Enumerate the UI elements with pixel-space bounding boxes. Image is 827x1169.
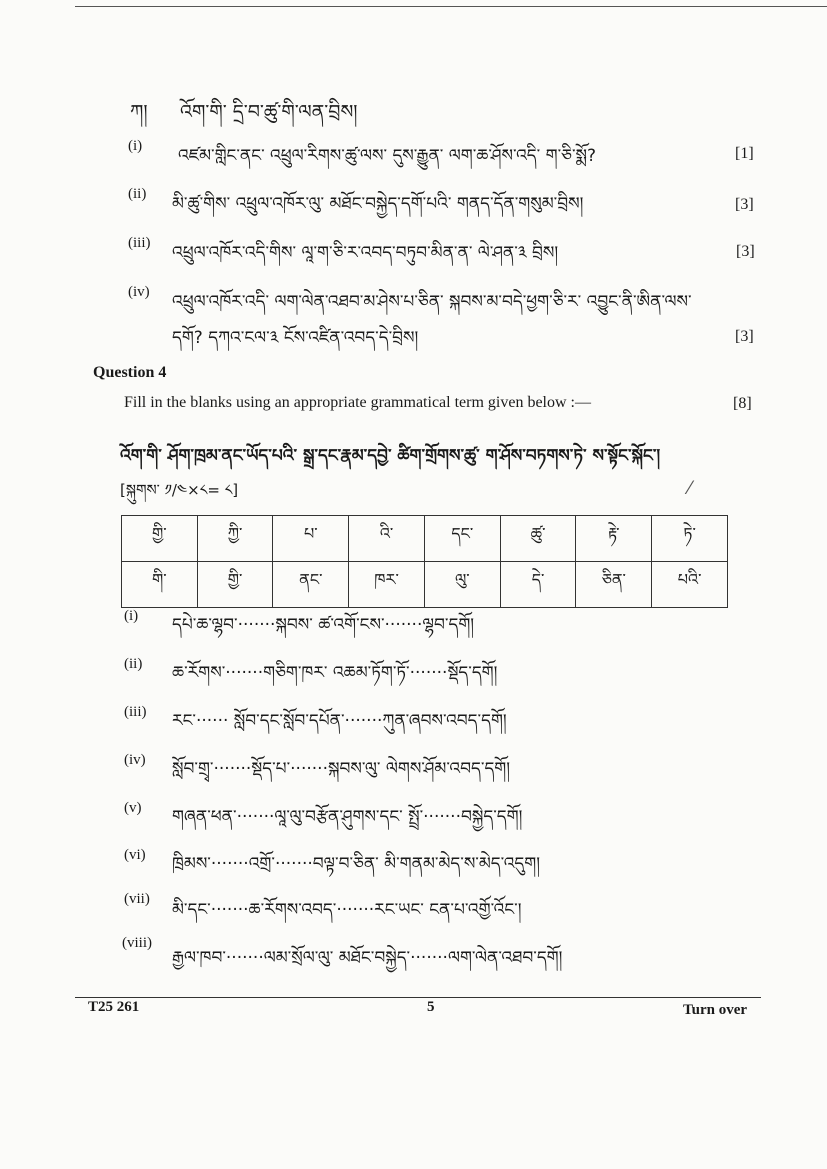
question-4-tibetan-instruction: འོག་གི་ ཤོག་ཁྲམ་ནང་ཡོད་པའི་ སྒྲ་དང་རྣམ་དབྱེ་ ཚིག་གྲོགས་ཚུ་ ག་ཤོས་བཏགས་ཏེ་ ས་སྟོང་སྐོང་། [120,446,661,466]
top-border [75,6,827,7]
item-text: ཆ་རོགས་·······གཅིག་ཁར་ འཆམ་ཏོག་ཏོ་·······སྡོད་དགོ། [172,663,498,683]
footer-code: T25 261 [88,999,140,1015]
table-cell: ཁར་ [349,562,425,608]
table-cell: གི་ [122,562,198,608]
question-mark: [3] [735,328,754,345]
item-number: (ii) [124,656,143,672]
table-cell: དང་ [424,516,500,562]
table-cell: ཚུ་ [500,516,576,562]
question-number: (ii) [128,186,147,202]
item-text: མི་དང་·······ཆ་རོགས་འབད་·······རང་ཡང་ ངན་པ་འགྱོ་འོང་། [172,900,522,920]
item-text: ཁྲིམས་·······འགྲོ་·······བལྟ་བ་ཅིན་ མི་གནམ་མེད་ས་མེད་འདུག། [172,854,540,874]
table-cell: པ་ [273,516,349,562]
item-number: (v) [124,800,142,816]
table-cell: ཀྱི་ [197,516,273,562]
item-text: གཞན་ཕན་·······ལཱ་ལུ་བརྩོན་ཤུགས་དང་ སྤྲོ་·······བསྐྱེད་དགོ། [172,807,523,827]
question-text: འཛམ་གླིང་ནང་ འཕྲུལ་རིགས་ཚུ་ལས་ དུས་རྒྱུན་ ལག་ཆ་ཤོས་འདི་ ག་ཅི་སྨོ? [178,146,597,166]
question-text: འཕྲུལ་འཁོར་འདི་ ལག་ལེན་འཐབ་མ་ཤེས་པ་ཅིན་ སྐབས་མ་བདེ་ཕྱག་ཅི་ར་ འབྱུང་ནི་ཨིན་ལས་ [172,292,692,312]
question-mark: [3] [735,196,754,213]
question-number: (iii) [128,235,151,251]
table-cell: རྟེ་ [576,516,652,562]
question-number: (iv) [128,284,150,300]
item-number: (viii) [122,935,152,951]
table-cell: ནང་ [273,562,349,608]
table-cell: གྱི་ [122,516,198,562]
question-4-heading: Question 4 [93,364,167,381]
item-text: དཔེ་ཆ་ལྷབ་·······སྐབས་ ཚ་འགོ་ངས་·······ལྷབ་དགོ། [172,615,475,635]
turn-over-label: Turn over [683,1002,748,1018]
question-text-continued: དགོ? དཀའ་ངལ་༣ ངོས་འཛིན་འབད་དེ་བྲིས། [172,328,419,348]
table-cell: ལུ་ [424,562,500,608]
item-number: (iii) [124,704,147,720]
question-text: འཕྲུལ་འཁོར་འདི་གིས་ ལཱ་ག་ཅི་ར་འབད་བཏུབ་མིན་ན་ ལེ་ཤན་༣ བྲིས། [172,243,559,263]
page-number: 5 [427,999,435,1015]
section-title: འོག་གི་ དྲི་བ་ཚུ་གི་ལན་བྲིས། [180,101,358,123]
question-4-mark: [8] [733,395,752,412]
item-number: (vi) [124,847,146,863]
table-cell: ཏེ་ [652,516,728,562]
table-cell: འི་ [349,516,425,562]
table-cell: ཅིན་ [576,562,652,608]
item-number: (i) [124,608,139,624]
question-text: མི་ཚུ་གིས་ འཕྲུལ་འཁོར་ལུ་ མཐོང་བསྐྱེད་དགོ་པའི་ གནད་དོན་གསུམ་བྲིས། [172,194,584,214]
check-mark-icon: ⁄ [688,478,692,499]
score-note: [སྐུགས་ ༡/༤×༨= ༨] [120,481,239,499]
footer-rule [75,997,761,998]
question-number: (i) [128,138,143,154]
table-row [122,516,728,562]
grammar-table [121,515,728,608]
question-mark: [1] [735,145,754,162]
item-text: སློབ་གྲྭ་·······སྡོད་པ་·······སྐབས་ལུ་ ལེགས་ཤོམ་འབད་དགོ། [172,759,511,779]
item-text: རང་······ སློབ་དང་སློབ་དཔོན་·······ཀུན་ཞབས་འབད་དགོ། [172,711,507,731]
section-label: ཀ། [130,101,148,123]
question-4-instruction: Fill in the blanks using an appropriate grammatical term given below :— [124,394,591,411]
item-number: (vii) [124,891,150,907]
table-cell: གྱི་ [197,562,273,608]
item-number: (iv) [124,752,146,768]
item-text: རྒྱལ་ཁབ་·······ལམ་སྲོལ་ལུ་ མཐོང་བསྐྱེད་·······ལག་ལེན་འཐབ་དགོ། [172,948,563,968]
table-cell: པའི་ [652,562,728,608]
table-row [122,562,728,608]
question-mark: [3] [736,243,755,260]
table-cell: དེ་ [500,562,576,608]
